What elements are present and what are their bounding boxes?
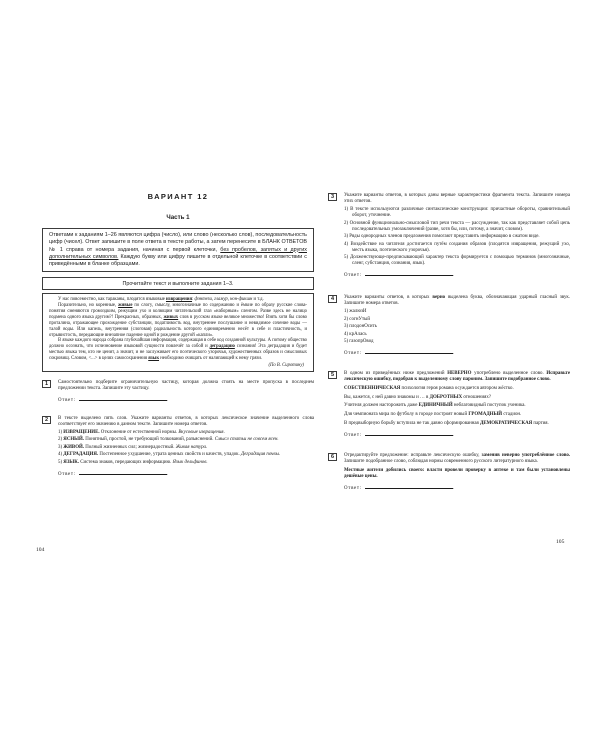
item-example: Живая натура. bbox=[175, 444, 208, 450]
left-page bbox=[42, 192, 314, 478]
text-segment: стадион. bbox=[502, 412, 522, 418]
answer-label: Ответ: bbox=[58, 397, 76, 403]
task-6-number: 6 bbox=[328, 453, 337, 461]
task-2-item bbox=[58, 445, 314, 451]
text-segment: Укажите варианты ответов, в которых bbox=[344, 295, 433, 300]
answer-blank bbox=[365, 485, 453, 489]
task-3-item: 4) Воздействие на читателя достигается путём создания образов (плодятся извращения, режущий ухо, месть языка, поэтического узорочья). bbox=[344, 241, 570, 253]
item-example: Смысл статьи не совсем ясен. bbox=[214, 437, 279, 443]
task-3-intro: Укажите варианты ответов, в которых даны верные характеристики фрагмента текста. Запишите номера этих ответов. bbox=[344, 193, 570, 204]
dictionary-headword: ИЗВРАЩЕНИЕ. bbox=[63, 429, 100, 435]
passage-paragraph-2 bbox=[49, 303, 307, 338]
item-label: 2) bbox=[58, 437, 64, 443]
answer-line bbox=[344, 432, 570, 439]
instructions-text-a: Ответами к заданиям 1–26 являются цифра (число), или слово (несколько слов), последовательность цифр (чисел). Ответ запишите в поле ответа в тексте работы, а затем перенесите в БЛАНК ОТВЕТОВ № 1 справа от номера задания, начиная с первой клеточки, bbox=[49, 232, 307, 253]
text-segment: Поразительно, но коренные, bbox=[58, 303, 119, 309]
answer-blank bbox=[365, 350, 453, 354]
task-6-body bbox=[344, 453, 570, 492]
emphasis-word: верно bbox=[432, 295, 446, 300]
text-segment: и т.д. bbox=[252, 297, 264, 303]
answer-label: Ответ: bbox=[344, 432, 362, 438]
text-segment: партия. bbox=[532, 420, 549, 426]
instructions-underlined: без пробелов, запятых и других дополнительных символов. bbox=[49, 246, 307, 260]
answer-blank bbox=[79, 471, 167, 475]
task-4-item: 5) газопрОвод bbox=[344, 339, 374, 344]
item-label: 4) bbox=[58, 452, 64, 458]
answer-label: Ответ: bbox=[344, 485, 362, 491]
answer-blank bbox=[365, 432, 453, 436]
part-title: Часть 1 bbox=[166, 214, 190, 221]
capitalized-word: ДЕМОКРАТИЧЕСКАЯ bbox=[480, 420, 533, 426]
highlighted-word: живые bbox=[118, 303, 133, 309]
task-4-body bbox=[344, 295, 570, 357]
task-6-sentence: Местные жители добились своего: власти провели проверку в аптеке и там были установлены дешёвые цены. bbox=[344, 467, 570, 479]
task-2-body bbox=[58, 416, 314, 478]
text-segment: необходимо очищать от налипающей к нему грязи. bbox=[159, 355, 263, 361]
task-3-body bbox=[344, 193, 570, 279]
answer-line bbox=[344, 272, 570, 279]
task-4-item: 4) крАлась bbox=[344, 331, 367, 337]
item-definition: Отклонение от естественной нормы. bbox=[99, 429, 179, 435]
answer-period: . bbox=[452, 351, 455, 356]
task-5-body bbox=[344, 371, 570, 439]
task-6 bbox=[328, 453, 570, 492]
read-prompt: Прочитайте текст и выполните задания 1–3. bbox=[122, 280, 234, 287]
passage-paragraph-3 bbox=[49, 338, 307, 361]
answer-blank bbox=[365, 272, 453, 276]
answer-line bbox=[344, 485, 570, 492]
task-4-item: 3) плодонОсить bbox=[344, 324, 377, 329]
task-2-item bbox=[58, 452, 314, 458]
instructions-box bbox=[42, 228, 314, 272]
task-2-item bbox=[58, 460, 314, 466]
task-3-item: 5) Долженствующе-предписывающий характер текста формируется с помощью терминов (многозначные, сленг, субстанция, сознания, язык). bbox=[344, 255, 570, 266]
task-1-text: Самостоятельно подберите ограничительную частицу, которая должна стоять на месте пропуска в последнем предложении текста. Запишите эту частицу. bbox=[58, 379, 314, 391]
item-example: Язык дельфинов. bbox=[172, 459, 208, 465]
text-segment: : bbox=[192, 297, 195, 303]
task-4 bbox=[328, 295, 570, 357]
task-5 bbox=[328, 371, 570, 439]
answer-label: Ответ: bbox=[58, 471, 76, 477]
answer-period: . bbox=[452, 485, 455, 491]
page-number-right: 105 bbox=[556, 539, 565, 545]
highlighted-word: деградацию bbox=[209, 344, 235, 350]
instructions-text-c: Каждую букву или цифру пишите в отдельной клеточке в соответствии с приведёнными в бланке образцами. bbox=[49, 253, 307, 268]
page-number-left: 104 bbox=[36, 547, 45, 553]
task-1 bbox=[42, 380, 314, 404]
capitalized-word: ЕДИНИЧНЫЙ bbox=[418, 403, 453, 409]
answer-label: Ответ: bbox=[344, 351, 362, 356]
task-4-item: 1) жалюзИ bbox=[344, 309, 367, 314]
text-segment: У нас повсеместно, как тараканы, плодятся языковые bbox=[58, 297, 166, 303]
text-segment: сознания! Эта деградация и будет местью языка тем, кто не ценит, а значит, и не заслуживает его поэтического узорочья, художественных образов и смысловых сокровищ. Словом, <...> в целях самосохранения bbox=[49, 344, 307, 361]
item-example: Деградация почвы. bbox=[241, 452, 281, 458]
task-3-number: 3 bbox=[328, 193, 337, 201]
text-segment: неблаговидный поступок ученика. bbox=[452, 403, 526, 409]
text-segment: Запишите подобранное слово, соблюдая нормы современного русского литературного языка. bbox=[344, 458, 538, 464]
text-segment: по слогу, смыслу, многозначные по содержанию и ёмкие по образу русские слова-понятия сменяются громоздким, режущим ухо и колющим читательский глаз «наборным» сленгом. Разве здесь не налицо подмена одного языка другим?! Прекрасных, образных, bbox=[49, 303, 307, 321]
answer-period: . bbox=[166, 397, 169, 403]
task-5-sentence bbox=[344, 386, 570, 392]
task-4-number: 4 bbox=[328, 295, 337, 303]
highlighted-word: язык bbox=[148, 355, 160, 361]
answer-blank bbox=[79, 397, 167, 401]
task-4-intro bbox=[344, 295, 570, 307]
passage-attribution: (По В. Сиротину) bbox=[268, 362, 304, 368]
text-segment: психология героя романа осуждается автором жёстко. bbox=[400, 385, 514, 391]
task-5-sentence bbox=[344, 412, 570, 418]
task-3-item: 2) Основной функционально-смысловой тип речи текста — рассуждение, так как представляет собой цепь последовательных умозаключений (разве, хотя бы, или, потому, а значит, словом). bbox=[344, 220, 570, 232]
task-5-sentence bbox=[344, 421, 570, 427]
text-segment: В одном из приведённых ниже предложений bbox=[344, 371, 448, 376]
text-segment: Для чемпионата мира по футболу в городе построят новый bbox=[344, 412, 469, 418]
task-2 bbox=[42, 416, 314, 478]
task-2-number: 2 bbox=[42, 416, 51, 424]
task-2-intro: В тексте выделено пять слов. Укажите варианты ответов, в которых лексическое значение выделенного слова соответствует его значению в данном тексте. Запишите номера ответов. bbox=[58, 415, 314, 427]
item-example: Вкусовые извращения. bbox=[178, 429, 225, 435]
capitalized-word: ГРОМАДНЫЙ bbox=[468, 412, 503, 418]
task-1-body bbox=[58, 380, 314, 404]
item-label: 3) bbox=[58, 444, 64, 450]
answer-period: . bbox=[452, 432, 455, 438]
text-segment: употреблено выделенное слово. bbox=[471, 371, 547, 376]
text-segment: В предвыборную борьбу вступила не так давно сформированная bbox=[344, 420, 481, 426]
highlighted-word: живых bbox=[163, 315, 179, 321]
task-5-sentence bbox=[344, 403, 570, 409]
read-prompt-box bbox=[42, 277, 314, 290]
text-segment: слов в русском языке великое множество! Взять хотя бы слово проталина, отражающее прохождение субстанции, податливость вод, внутреннее послушание и невидимое сочение воды — талой воды. Или капель, внутренняя (слоговая) радиальность которого единовременно несёт в себе и пластичность, и отрывистость, передающие внезапное падение одной и рождение другой «капли». bbox=[49, 315, 308, 338]
answer-line bbox=[344, 350, 570, 357]
text-segment: отношениях? bbox=[462, 394, 491, 400]
task-5-intro bbox=[344, 371, 570, 383]
italic-examples: фэнтези, гламур, нон-фикшн bbox=[194, 297, 253, 303]
bold-instruction: заменив неверно употреблённое слово. bbox=[481, 452, 571, 458]
task-1-number: 1 bbox=[42, 380, 51, 388]
item-definition: Полный жизненных сил; жизнерадостный. bbox=[84, 444, 176, 450]
emphasis-word: НЕВЕРНО bbox=[447, 371, 472, 376]
item-definition: Постепенное ухудшение, утрата ценных свойств и качеств, упадок. bbox=[98, 452, 241, 458]
task-3-item: 3) Ряды однородных членов предложения помогают представить информацию в сжатом виде. bbox=[344, 234, 540, 239]
task-6-intro bbox=[344, 453, 570, 465]
text-segment: выделена буква, обозначающая ударный гласный звук. Запишите номера ответов. bbox=[344, 295, 570, 306]
task-4-item: 2) согнУтый bbox=[344, 316, 371, 322]
answer-line bbox=[58, 397, 314, 404]
dictionary-headword: ЖИВОЙ. bbox=[63, 444, 85, 450]
item-definition: Понятный, простой, не требующий толкований, разъяснений. bbox=[84, 437, 215, 443]
right-page bbox=[328, 193, 570, 492]
text-segment: В языке каждого народа собрана глубочайшая информация, содержащая в себе код созданной культуры. А потому общество должно осознать, что исчезновение языковой сущности повлечёт за собой и bbox=[49, 338, 307, 350]
item-definition: Система знаков, передающих информацию. bbox=[78, 459, 173, 465]
task-5-number: 5 bbox=[328, 371, 337, 379]
task-5-sentence bbox=[344, 395, 570, 401]
task-3 bbox=[328, 193, 570, 279]
capitalized-word: ДОБРОТНЫХ bbox=[429, 394, 463, 400]
task-3-item: 1) В тексте используются различные синтаксические конструкции: причастные обороты, сравнительный оборот, уточнение. bbox=[344, 207, 570, 218]
item-label: 5) bbox=[58, 459, 64, 465]
text-segment: Отредактируйте предложение: исправьте лексическую ошибку, bbox=[344, 452, 482, 458]
dictionary-headword: ЯЗЫК. bbox=[63, 459, 79, 465]
variant-title: ВАРИАНТ 12 bbox=[147, 192, 209, 201]
dictionary-headword: ЯСНЫЙ. bbox=[63, 437, 84, 443]
bold-instruction: Исправьте лексическую ошибку, подобрав к выделенному слову пароним. Запишите подобранное слово. bbox=[344, 371, 570, 382]
text-segment: Вы, кажется, с ней давно знакомы и … в bbox=[344, 394, 430, 400]
task-2-item bbox=[58, 430, 314, 436]
capitalized-word: СОБСТВЕННИЧЕСКАЯ bbox=[344, 385, 401, 391]
task-2-item bbox=[58, 437, 314, 443]
dictionary-headword: ДЕГРАДАЦИЯ. bbox=[63, 452, 99, 458]
text-segment: Учителя должен насторожить даже bbox=[344, 403, 419, 409]
answer-label: Ответ: bbox=[344, 273, 362, 278]
passage-box bbox=[42, 293, 314, 371]
answer-period: . bbox=[166, 471, 169, 477]
answer-line bbox=[58, 471, 314, 478]
answer-period: . bbox=[452, 273, 455, 278]
item-label: 1) bbox=[58, 429, 64, 435]
highlighted-word: извращения bbox=[165, 297, 193, 303]
